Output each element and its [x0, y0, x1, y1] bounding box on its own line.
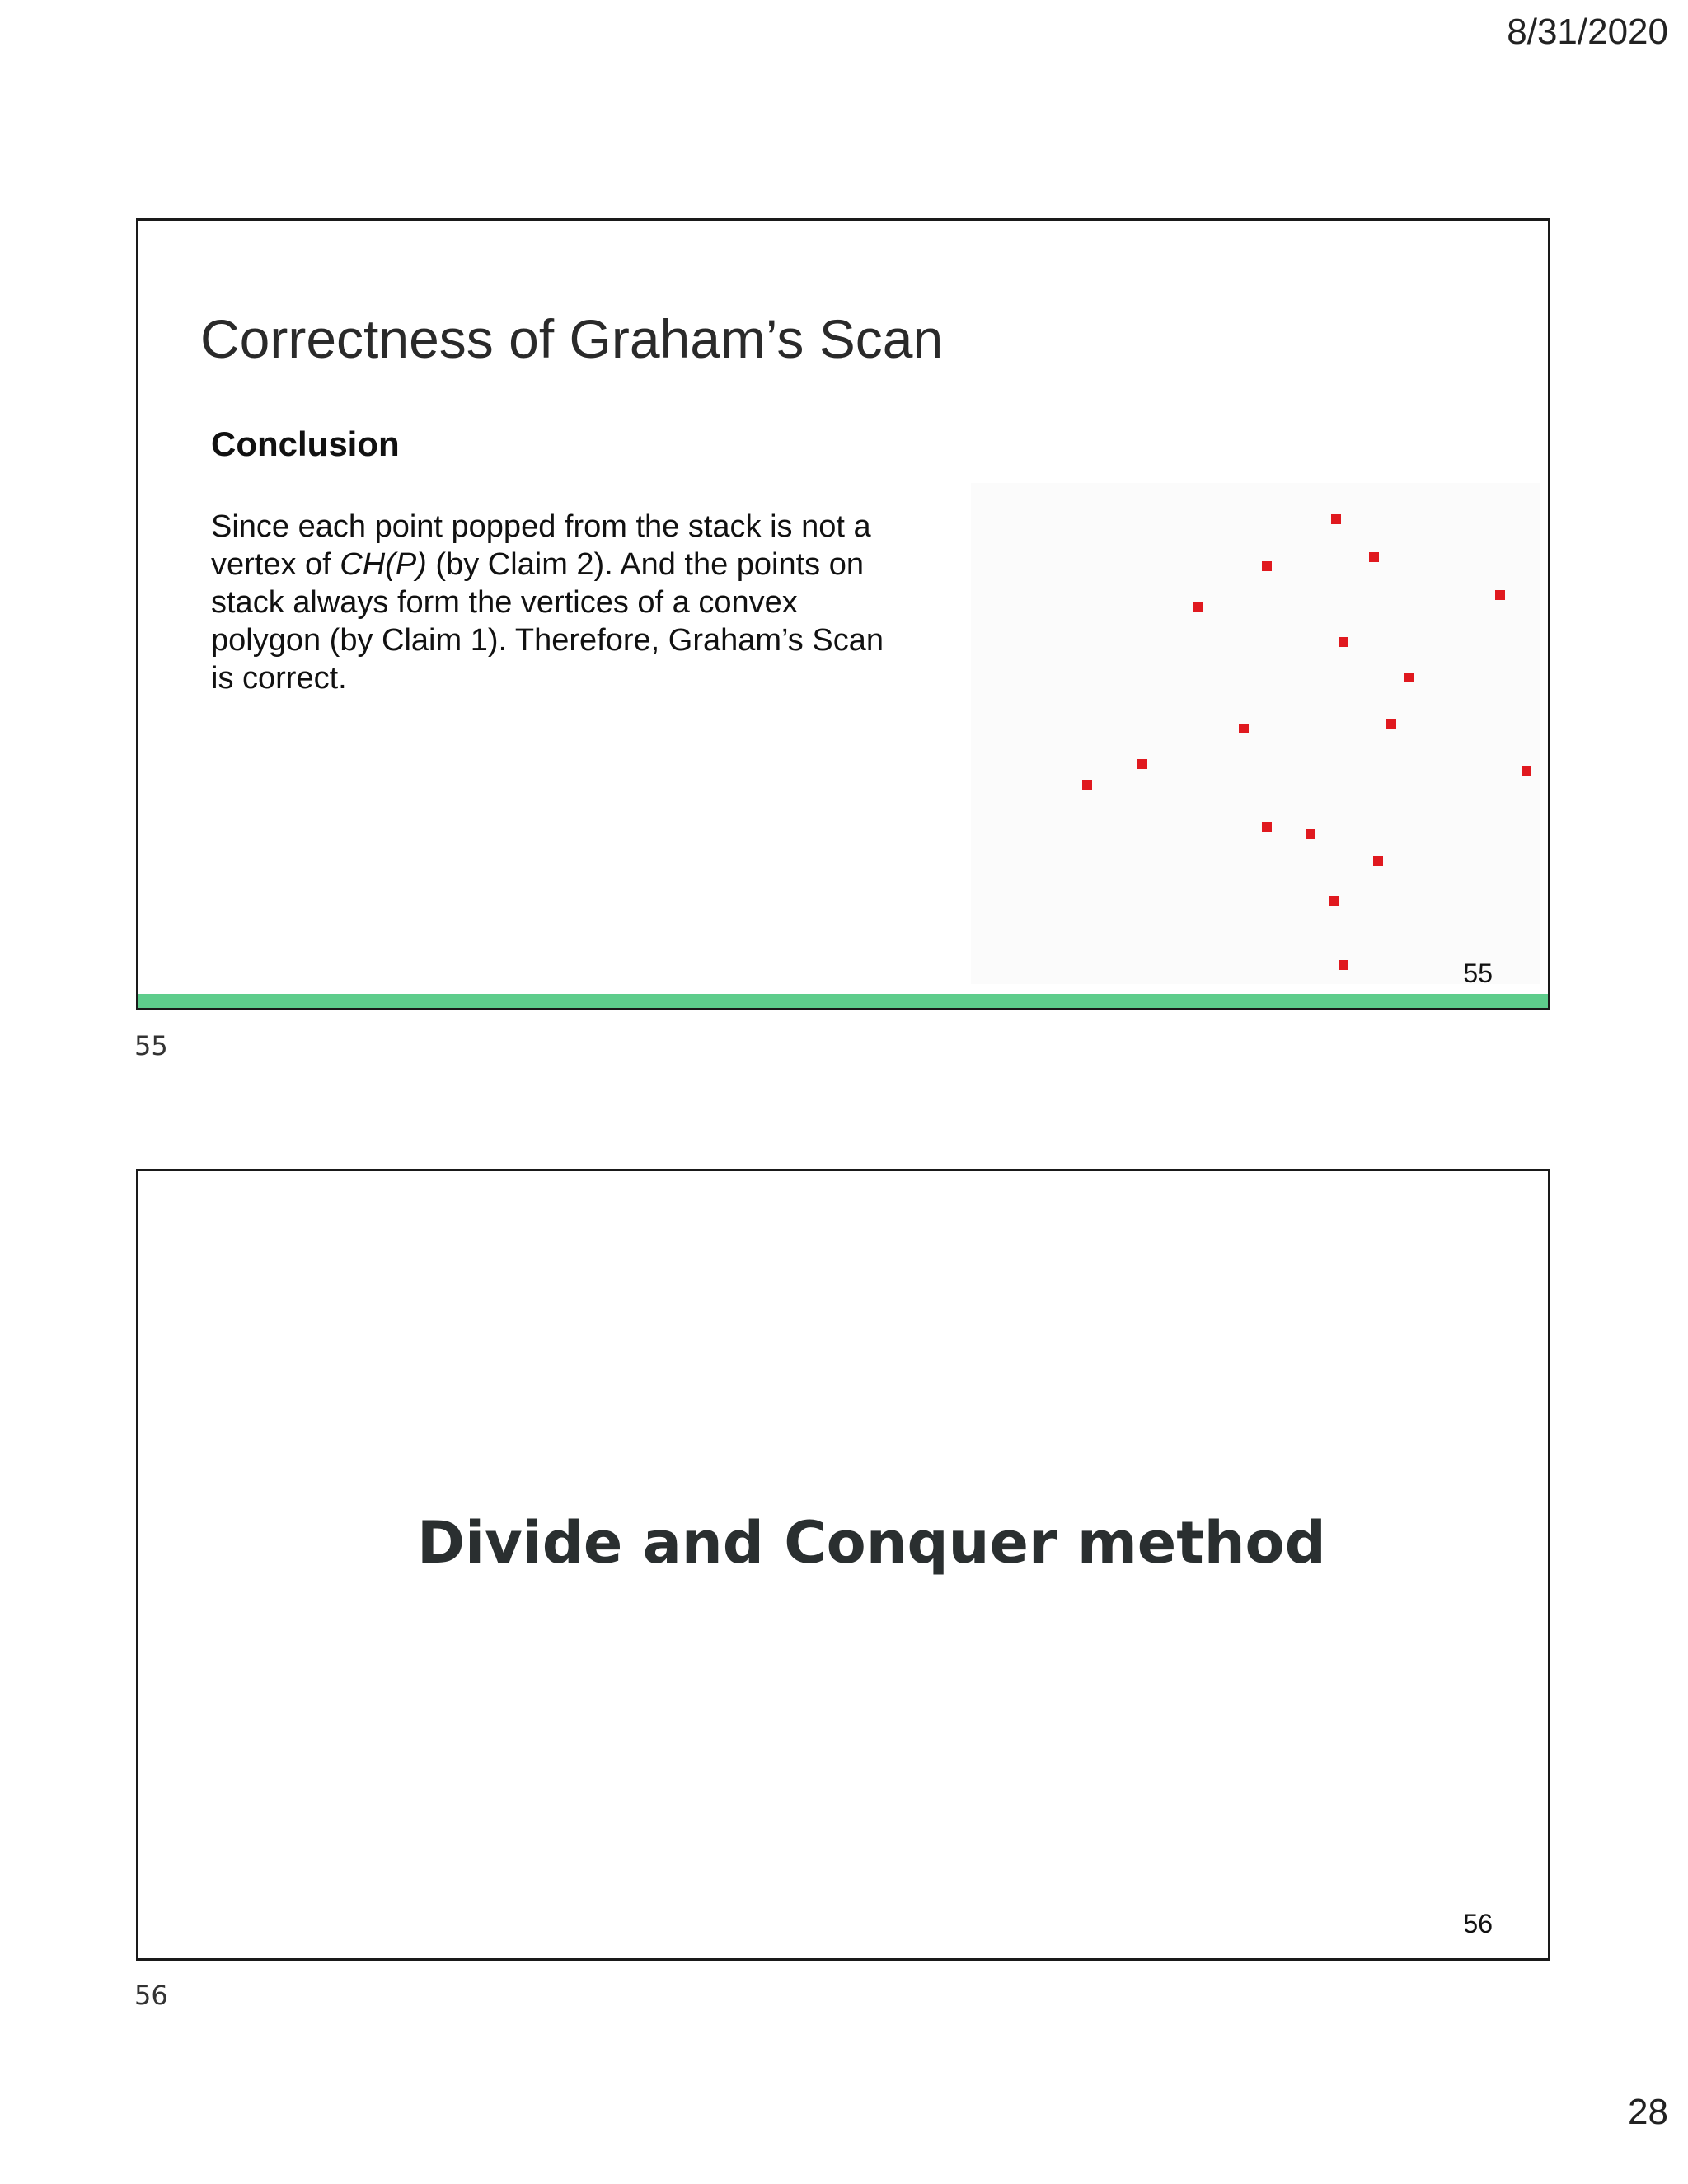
slide-number: 55	[1463, 958, 1493, 988]
point-marker	[1239, 724, 1249, 733]
slide-title: Correctness of Graham’s Scan	[200, 308, 944, 369]
body-line: stack always form the vertices of a convex	[211, 585, 798, 620]
point-marker	[1306, 829, 1315, 839]
slide-55	[136, 218, 1550, 1010]
point-set-svg	[971, 483, 1540, 984]
section-heading: Conclusion	[211, 424, 400, 463]
point-marker	[1339, 960, 1348, 970]
slide-title: Divide and Conquer method	[417, 1509, 1326, 1577]
point-marker	[1193, 602, 1203, 612]
point-marker	[1495, 590, 1505, 600]
point-marker	[1082, 780, 1092, 790]
ch-p-notation: CH(P)	[340, 547, 427, 582]
slide-caption: 55	[134, 1030, 168, 1062]
body-line: vertex of CH(P) (by Claim 2). And the points on	[211, 547, 865, 582]
point-marker	[1373, 856, 1383, 866]
point-marker	[1404, 673, 1414, 682]
point-set-figure	[971, 483, 1540, 984]
conclusion-text	[211, 508, 920, 697]
slide-caption: 56	[134, 1980, 168, 2011]
body-line: is correct.	[211, 661, 347, 696]
body-line: Since each point popped from the stack is not a	[211, 509, 871, 544]
point-marker	[1262, 561, 1272, 571]
point-marker	[1369, 552, 1379, 562]
point-marker	[1386, 719, 1396, 729]
slide-number: 56	[1463, 1909, 1493, 1938]
point-marker	[1522, 766, 1531, 776]
point-marker	[1331, 514, 1341, 524]
point-marker	[1262, 822, 1272, 832]
point-marker	[1329, 896, 1339, 906]
point-marker	[1339, 637, 1348, 647]
page-number: 28	[1628, 2092, 1668, 2132]
header-date: 8/31/2020	[1507, 12, 1668, 52]
slide-56	[136, 1169, 1550, 1961]
accent-bar	[138, 994, 1548, 1008]
point-marker	[1137, 759, 1147, 769]
body-line: polygon (by Claim 1). Therefore, Graham’s Scan	[211, 623, 884, 658]
